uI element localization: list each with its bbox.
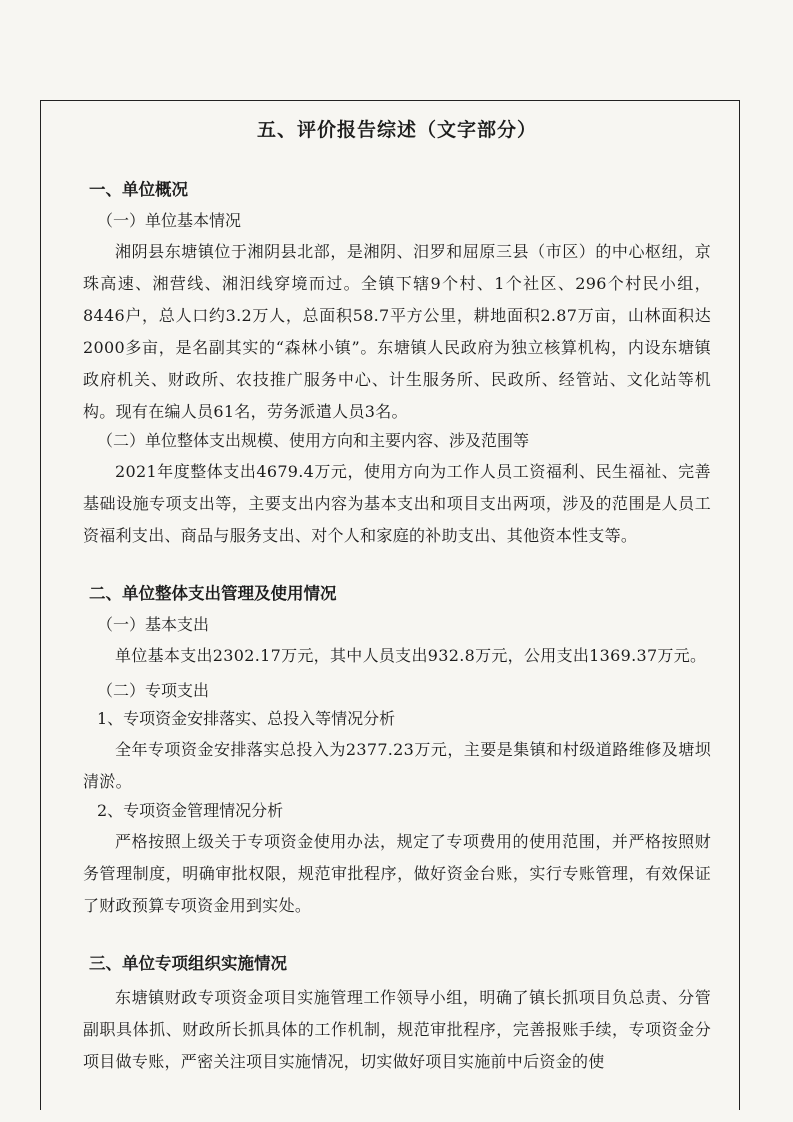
paragraph-special-fund-input: 全年专项资金安排落实总投入为2377.23万元，主要是集镇和村级道路维修及塘坝清淤。 [83, 740, 711, 791]
page-title: 五、评价报告综述（文字部分） [256, 119, 537, 141]
section-heading-3: 三、单位专项组织实施情况 [89, 954, 287, 973]
section-heading-2: 二、单位整体支出管理及使用情况 [89, 584, 337, 603]
subsection-heading-2-1: （一）基本支出 [97, 615, 210, 634]
item-heading-2-2-2: 2、专项资金管理情况分析 [97, 801, 284, 820]
subsection-heading-1-1: （一）单位基本情况 [97, 211, 242, 230]
paragraph-basic-expenditure: 单位基本支出2302.17万元，其中人员支出932.8万元，公用支出1369.37万元。 [115, 646, 707, 665]
paragraph-unit-overview: 湘阴县东塘镇位于湘阴县北部，是湘阴、汨罗和屈原三县（市区）的中心枢纽，京珠高速、湘营线、湘汨线穿境而过。全镇下辖9个村、1个社区、296个村民小组，8446户，总人口约3.2万人，总面积58.7平方公里，耕地面积2.87万亩，山林面积达2000多亩，是名副其实的“森林小镇”。东塘镇人民政府为独立核算机构，内设东塘镇政府机关、财政所、农技推广服务中心、计生服务所、民政所、经管站、文化站等机构。现有在编人员61名，劳务派遣人员3名。 [83, 242, 711, 421]
subsection-heading-2-2: （二）专项支出 [97, 681, 210, 700]
subsection-heading-1-2: （二）单位整体支出规模、使用方向和主要内容、涉及范围等 [97, 431, 530, 450]
item-heading-2-2-1: 1、专项资金安排落实、总投入等情况分析 [97, 709, 396, 728]
section-heading-1: 一、单位概况 [89, 180, 188, 199]
report-frame [40, 100, 740, 1110]
paragraph-project-implementation: 东塘镇财政专项资金项目实施管理工作领导小组，明确了镇长抓项目负总责、分管副职具体抓、财政所长抓具体的工作机制，规范审批程序，完善报账手续，专项资金分项目做专账，严密关注项目实施情况，切实做好项目实施前中后资金的使 [83, 988, 711, 1071]
paragraph-overall-expenditure: 2021年度整体支出4679.4万元，使用方向为工作人员工资福利、民生福祉、完善基础设施专项支出等，主要支出内容为基本支出和项目支出两项，涉及的范围是人员工资福利支出、商品与服务支出、对个人和家庭的补助支出、其他资本性支等。 [83, 462, 711, 545]
paragraph-special-fund-management: 严格按照上级关于专项资金使用办法，规定了专项费用的使用范围，并严格按照财务管理制度，明确审批权限，规范审批程序，做好资金台账，实行专账管理，有效保证了财政预算专项资金用到实处。 [83, 832, 711, 915]
